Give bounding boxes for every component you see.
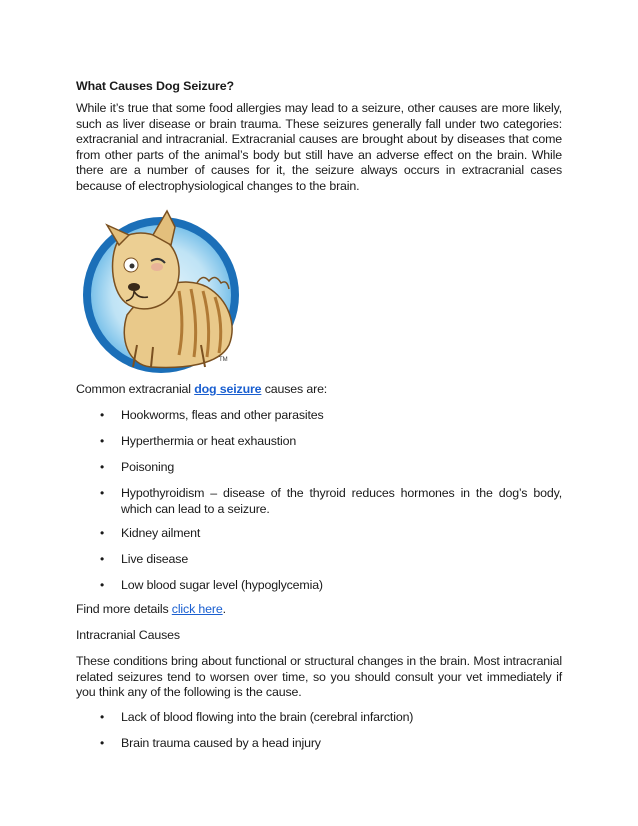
trademark-mark: TM [219, 357, 228, 363]
list-item-text: Live disease [121, 552, 189, 566]
list-item [100, 408, 562, 424]
list-item-text: Low blood sugar level (hypoglycemia) [121, 578, 323, 592]
extracranial-intro-suffix: causes are: [261, 382, 328, 396]
list-item [100, 460, 562, 476]
list-item [100, 434, 562, 450]
intracranial-paragraph: These conditions bring about functional or structural changes in the brain. Most intracranial related seizures tend to worsen over time, so you should consult your vet immediately if you think any of the following is the cause. [76, 654, 562, 700]
find-more-suffix: . [222, 602, 226, 616]
intracranial-heading: Intracranial Causes [76, 628, 180, 642]
list-item [100, 736, 562, 752]
dog-illustration [79, 205, 249, 377]
list-item [100, 710, 562, 726]
list-item-text: Hypothyroidism – disease of the thyroid reduces hormones in the dog’s body, which can lead to a seizure. [121, 486, 562, 516]
list-item-text: Brain trauma caused by a head injury [121, 736, 321, 750]
bullet-icon: • [100, 408, 105, 422]
bullet-icon: • [100, 552, 105, 566]
dog-nose [128, 283, 140, 291]
list-item [100, 578, 562, 594]
list-item-text: Kidney ailment [121, 526, 201, 540]
dog-seizure-link[interactable]: dog seizure [194, 382, 262, 396]
page-title: What Causes Dog Seizure? [76, 79, 235, 93]
list-item-text: Lack of blood flowing into the brain (cerebral infarction) [121, 710, 414, 724]
find-more-line [76, 602, 226, 616]
click-here-link[interactable]: click here [171, 602, 223, 616]
intro-paragraph: While it’s true that some food allergies may lead to a seizure, other causes are more likely, such as liver disease or brain trauma. These seizures generally fall under two categories: extracranial and intracranial. Extracranial causes are brought about by diseases that come from other parts of the animal’s body but still have an adverse effect on the brain. While there are a number of causes for it, the seizure always occurs in extracranial cases because of electrophysiological changes to the brain. [76, 101, 562, 193]
bullet-icon: • [100, 578, 105, 592]
list-item [100, 552, 562, 568]
bullet-icon: • [100, 710, 105, 724]
bullet-icon: • [100, 434, 105, 448]
list-item-text: Hookworms, fleas and other parasites [121, 408, 324, 422]
bullet-icon: • [100, 460, 105, 474]
list-item [100, 526, 562, 542]
list-item [100, 486, 562, 517]
find-more-text: Find more details [76, 602, 172, 616]
extracranial-intro [76, 382, 327, 396]
bullet-icon: • [100, 486, 105, 500]
bullet-icon: • [100, 736, 105, 750]
list-item-text: Poisoning [121, 460, 175, 474]
list-item-text: Hyperthermia or heat exhaustion [121, 434, 297, 448]
bullet-icon: • [100, 526, 105, 540]
extracranial-intro-text: Common extracranial [76, 382, 195, 396]
